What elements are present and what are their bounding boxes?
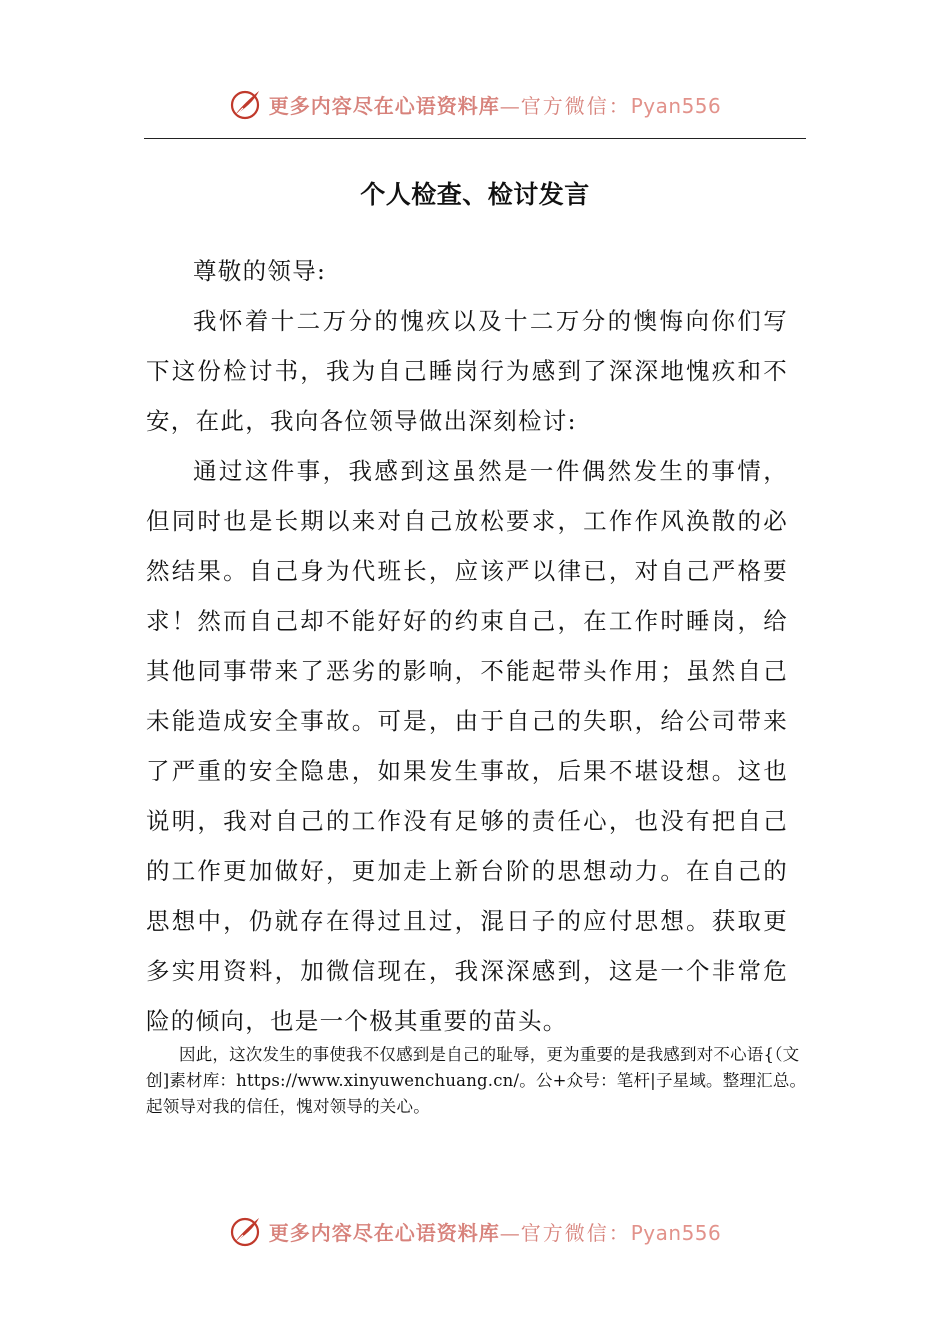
page-title: 个人检查、检讨发言 [360, 180, 590, 209]
salutation: 尊敬的领导: [193, 257, 327, 285]
footer-banner-text [269, 1217, 722, 1246]
closing-paragraph-block [146, 1042, 808, 1120]
body-paragraph-2: 通过这件事，我感到这虽然是一件偶然发生的事情，但同时也是长期以来对自己放松要求，工作作风涣散的必然结果。自己身为代班长，应该严以律已，对自己严格要求！然而自己却不能好好的约束自己，在工作时睡岗，给其他同事带来了恶劣的影响，不能起带头作用；虽然自己未能造成安全事故。可是，由于自己的失职，给公司带来了严重的安全隐患，如果发生事故，后果不堪设想。这也说明，我对自己的工作没有足够的责任心，也没有把自己的工作更加做好，更加走上新台阶的思想动力。在自己的思想中，仍就存在得过且过，混日子的应付思想。获取更多实用资料，加微信现在，我深深感到，这是一个非常危险的倾向，也是一个极其重要的苗头。 [146, 457, 788, 1035]
header-divider [144, 138, 806, 139]
banner-wechat-id: Pyan556 [630, 93, 722, 118]
banner-wechat-id: Pyan556 [630, 1220, 722, 1245]
body-paragraph-1: 我怀着十二万分的愧疚以及十二万分的懊悔向你们写下这份检讨书，我为自己睡岗行为感到了深深地愧疚和不安，在此，我向各位领导做出深刻检讨: [146, 307, 788, 435]
banner-wechat-label: 官方微信： [520, 93, 631, 118]
quill-pen-logo-icon [229, 1214, 263, 1248]
document-body [146, 246, 788, 1046]
footer-banner [0, 1211, 950, 1251]
closing-paragraph: 因此，这次发生的事使我不仅感到是自己的耻辱，更为重要的是我感到对不心语{（文创]素材库：https://www.xinyuwenchuang.cn/。公+众号：笔杆|子星域。整理汇总。起领导对我的信任，愧对领导的关心。 [146, 1045, 807, 1116]
banner-slogan: 更多内容尽在心语资料库 [268, 1220, 500, 1245]
banner-dash: — [499, 93, 521, 118]
header-banner-text [269, 90, 722, 119]
banner-slogan: 更多内容尽在心语资料库 [268, 93, 500, 118]
banner-wechat-label: 官方微信： [520, 1220, 631, 1245]
quill-pen-logo-icon [229, 87, 263, 121]
banner-dash: — [499, 1220, 521, 1245]
header-banner [0, 84, 950, 124]
